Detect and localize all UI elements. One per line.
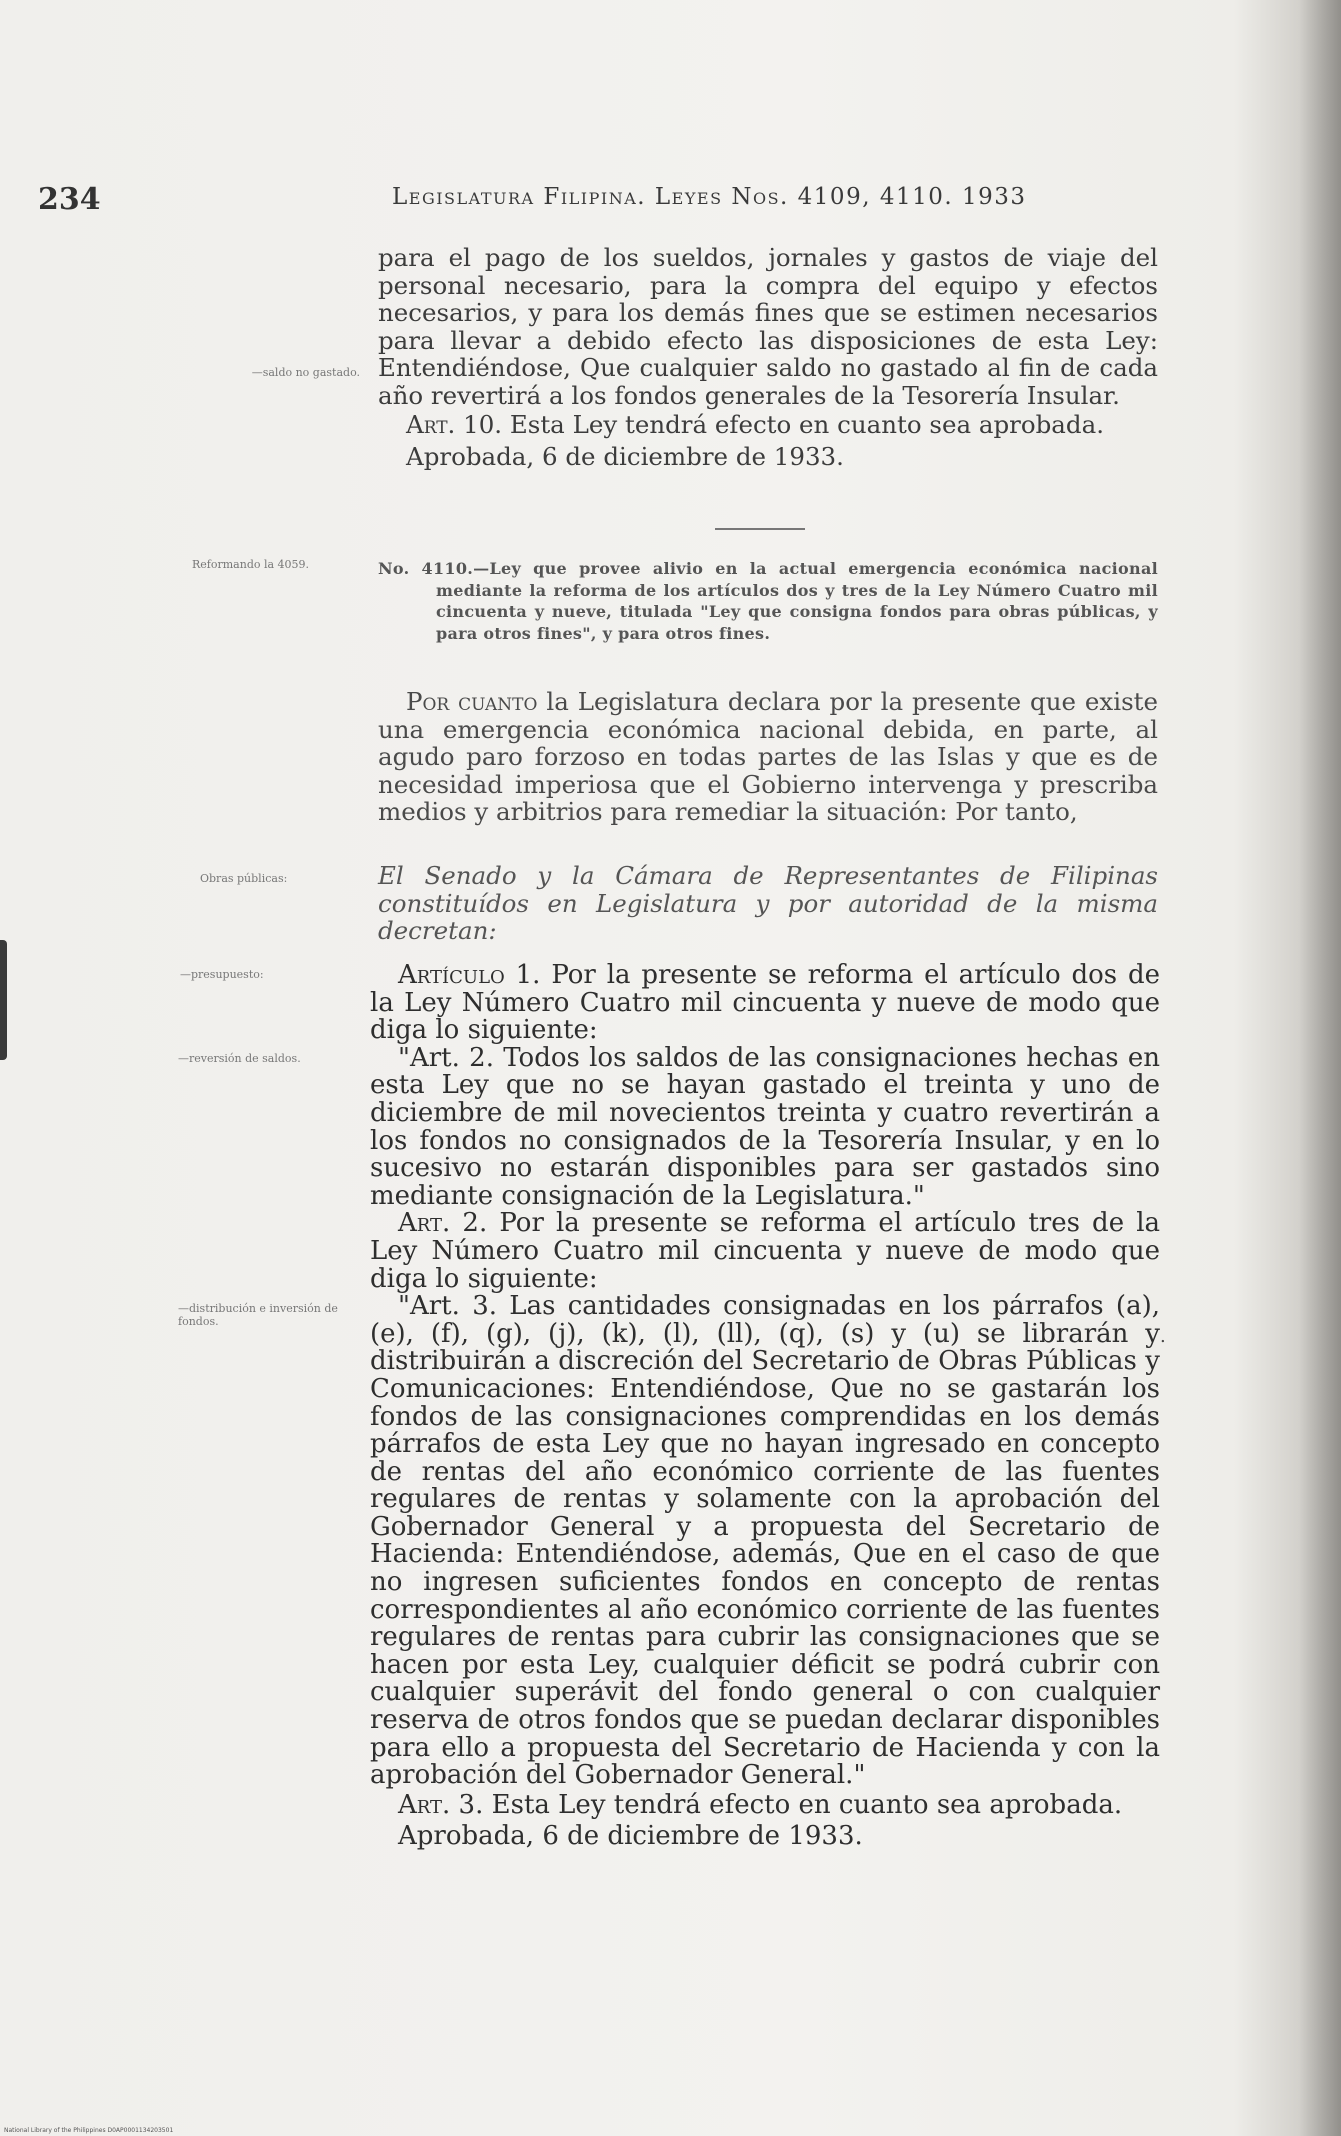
page-edge-mark <box>0 940 7 1060</box>
article-3 <box>370 1789 1160 1820</box>
page-number: 234 <box>38 182 101 217</box>
margin-note-saldo: —saldo no gastado. <box>251 366 360 379</box>
article-3-label: Art. 3. <box>398 1789 484 1820</box>
previous-law-art10 <box>378 411 1158 439</box>
article-1-quote: "Art. 2. Todos los saldos de las consignaciones hechas en esta Ley que no se hayan gastado el treinta y uno de diciembre de mil novecientos treinta y cuatro revertirán a los fondos no consignados de la Tesorería Insular, y en lo sucesivo no estarán disponibles para ser gastados sino mediante consignación de la Legislatura." <box>370 1042 1160 1211</box>
law-4110-approved: Aprobada, 6 de diciembre de 1933. <box>398 1821 863 1852</box>
preamble-label: Por cuanto <box>406 687 538 716</box>
margin-note-obras: Obras públicas: <box>200 872 288 885</box>
section-divider <box>715 528 805 530</box>
law-4110-heading <box>378 558 1158 644</box>
article-1-label: Artículo 1. <box>398 960 541 990</box>
margin-note-presupuesto: —presupuesto: <box>180 968 264 981</box>
law-4110-body <box>370 962 1160 1851</box>
enacting-clause: El Senado y la Cámara de Representantes de Filipinas constituídos en Legislatura y por autoridad de la misma decretan: <box>378 861 1158 945</box>
page-gutter-shadow <box>1299 0 1341 2136</box>
law-4110-title: No. 4110.—Ley que provee alivio en la actual emergencia económica nacional mediante la reforma de los artículos dos y tres de la Ley Número Cuatro mil cincuenta y nueve, titulada "Ley que consigna fondos para obras públicas, y para otros fines", y para otros fines. <box>378 559 1158 643</box>
article-2-label: Art. 2. <box>398 1208 488 1239</box>
footer-credit: National Library of the Philippines D0AP0001134203501 <box>4 2127 174 2134</box>
art10-text: Esta Ley tendrá efecto en cuanto sea aprobada. <box>509 410 1104 439</box>
article-2-quote: "Art. 3. Las cantidades consignadas en los párrafos (a), (e), (f), (g), (j), (k), (l), (ll), (q), (s) y (u) se librarán y distribuirán a discreción del Secretario de Obras Públicas y Comunicaciones: Entendiéndose, Que no se gastarán los fondos de las consignaciones comprendidas en los demás párrafos de esta Ley que no hayan ingresado en concepto de rentas del año económico corriente de las fuentes regulares de rentas y solamente con la aprobación del Gobernador General y a propuesta del Secretario de Hacienda: Entendiéndose, además, Que en el caso de que no ingresen suficientes fondos en concepto de rentas correspondientes al año económico corriente de las fuentes regulares de rentas para cubrir las consignaciones que se hacen por esta Ley, cualquier déficit se podrá cubrir con cualquier superávit del fondo general o con cualquier reserva de otros fondos que se puedan declarar disponibles para ello a propuesta del Secretario de Hacienda y con la aprobación del Gobernador General." <box>370 1291 1160 1791</box>
art10-label: Art. 10. <box>406 410 503 439</box>
law-4110-preamble <box>378 688 1158 826</box>
article-2 <box>370 1210 1160 1293</box>
article-1 <box>370 962 1160 1045</box>
article-1-text: Por la presente se reforma el artículo dos de la Ley Número Cuatro mil cincuenta y nueve de modo que diga lo siguiente: <box>370 960 1160 1046</box>
running-head: Legislatura Filipina. Leyes Nos. 4109, 4110. 1933 <box>392 184 1027 210</box>
preamble-paragraph <box>378 688 1158 826</box>
article-2-text: Por la presente se reforma el artículo tres de la Ley Número Cuatro mil cincuenta y nueve de modo que diga lo siguiente: <box>370 1208 1161 1294</box>
article-3-text: Esta Ley tendrá efecto en cuanto sea aprobada. <box>491 1789 1123 1820</box>
margin-note-reversion: —reversión de saldos. <box>178 1052 301 1065</box>
previous-law-block <box>378 244 1158 470</box>
previous-law-approved: Aprobada, 6 de diciembre de 1933. <box>406 441 844 471</box>
preamble-text: la Legislatura declara por la presente que existe una emergencia económica nacional debida, en parte, al agudo paro forzoso en todas partes de las Islas y que es de necesidad imperiosa que el Gobierno intervenga y prescriba medios y arbitrios para remediar la situación: Por tanto, <box>378 687 1159 826</box>
previous-law-paragraph: para el pago de los sueldos, jornales y gastos de viaje del personal necesario, para la compra del equipo y efectos necesarios, y para los demás fines que se estimen necesarios para llevar a debido efecto las disposiciones de esta Ley: Entendiéndose, Que cualquier saldo no gastado al fin de cada año revertirá a los fondos generales de la Tesorería Insular. <box>378 243 1158 410</box>
margin-note-distribucion: —distribución e inversión de fondos. <box>178 1302 338 1328</box>
margin-note-reformando: Reformando la 4059. <box>192 558 310 571</box>
stray-mark: . <box>1160 1326 1166 1347</box>
